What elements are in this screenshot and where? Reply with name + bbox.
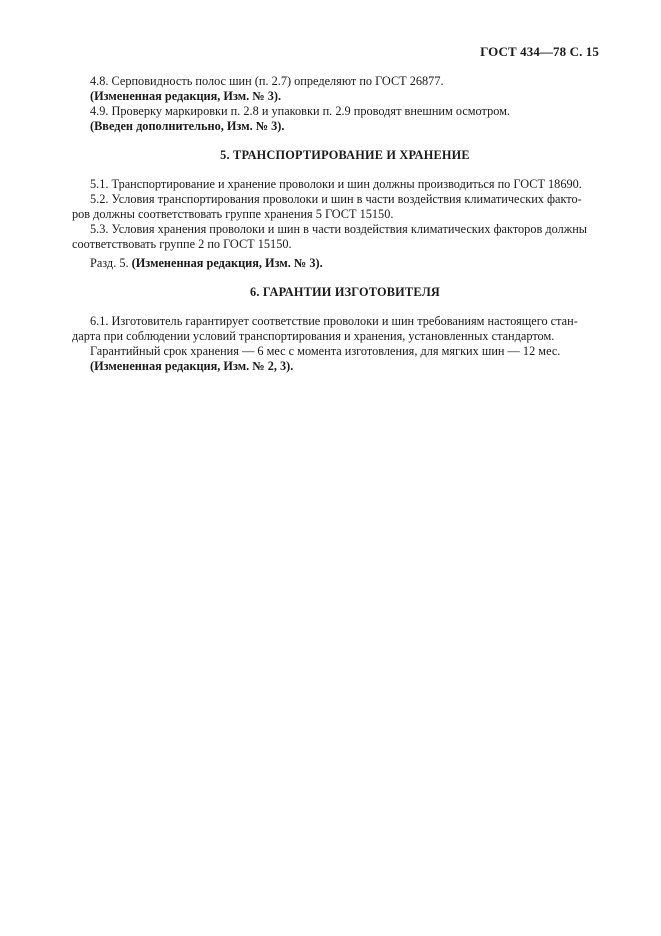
section-5-note-bold: (Измененная редакция, Изм. № 3). <box>131 256 323 270</box>
paragraph-5-2-line-1: 5.2. Условия транспортирования проволоки и шин в части воздействия климатических факто- <box>90 192 582 206</box>
amendment-note-6-1: (Измененная редакция, Изм. № 2, 3). <box>90 359 294 373</box>
section-5-amendment-note <box>90 256 600 271</box>
page-running-title: ГОСТ 434—78 С. 15 <box>480 44 599 59</box>
section-6-heading: 6. ГАРАНТИИ ИЗГОТОВИТЕЛЯ <box>249 285 441 299</box>
paragraph-6-1-line-3: Гарантийный срок хранения — 6 мес с момента изготовления, для мягких шин — 12 мес. <box>90 344 561 358</box>
paragraph-5-2-line-2: ров должны соответствовать группе хранения 5 ГОСТ 15150. <box>72 207 394 221</box>
paragraph-4-8: 4.8. Серповидность полос шин (п. 2.7) определяют по ГОСТ 26877. <box>90 74 444 88</box>
paragraph-4-9: 4.9. Проверку маркировки п. 2.8 и упаковки п. 2.9 проводят внешним осмотром. <box>90 104 510 118</box>
paragraph-6-1-line-1: 6.1. Изготовитель гарантирует соответствие проволоки и шин требованиям настоящего стан- <box>90 314 578 328</box>
paragraph-6-1-line-2: дарта при соблюдении условий транспортирования и хранения, установленных стандартом. <box>72 329 555 343</box>
section-5-heading: 5. ТРАНСПОРТИРОВАНИЕ И ХРАНЕНИЕ <box>220 148 470 162</box>
amendment-note-4-8: (Измененная редакция, Изм. № 3). <box>90 89 282 103</box>
amendment-note-4-9: (Введен дополнительно, Изм. № 3). <box>90 119 285 133</box>
paragraph-5-1: 5.1. Транспортирование и хранение проволоки и шин должны производиться по ГОСТ 18690. <box>90 177 582 191</box>
paragraph-5-3-line-2: соответствовать группе 2 по ГОСТ 15150. <box>72 237 292 251</box>
section-5-note-prefix: Разд. 5. <box>90 256 132 270</box>
document-body <box>72 74 600 374</box>
paragraph-5-3-line-1: 5.3. Условия хранения проволоки и шин в части воздействия климатических факторов должны <box>90 222 588 236</box>
